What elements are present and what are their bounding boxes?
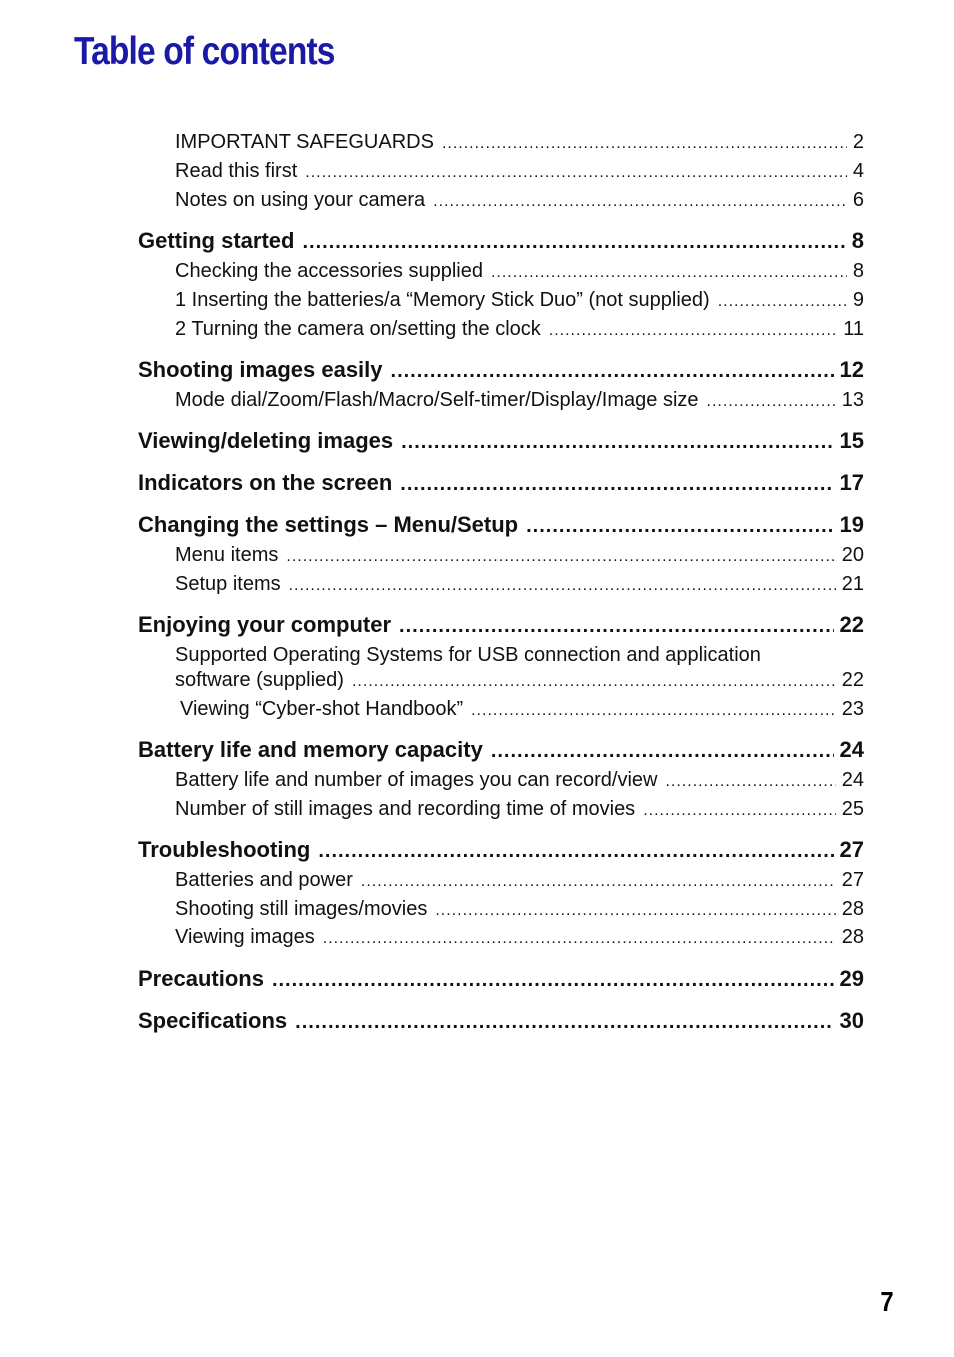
toc-entry-label: Menu items xyxy=(175,544,279,566)
toc-section-label: Precautions xyxy=(138,966,264,991)
toc-entry-label: Batteries and power xyxy=(175,869,353,891)
toc-section-page: 12 xyxy=(839,357,864,382)
toc-entry-label: Setup items xyxy=(175,573,281,595)
toc-entry-label: Number of still images and recording time of movies xyxy=(175,798,636,820)
toc-entry-label: Read this first xyxy=(175,160,298,182)
toc-entry-page: 8 xyxy=(852,260,864,282)
toc-entry-label: Checking the accessories supplied xyxy=(175,260,483,282)
toc-entry-page: 21 xyxy=(841,573,864,595)
dot-leader xyxy=(318,840,833,863)
dot-leader xyxy=(289,577,836,595)
dot-leader xyxy=(295,1011,833,1034)
toc-section-enjoying-computer[interactable] xyxy=(138,612,864,640)
dot-leader xyxy=(491,264,847,282)
toc-entry-shooting-still[interactable] xyxy=(175,898,864,924)
toc-entry-label: Mode dial/Zoom/Flash/Macro/Self-timer/Display/Image size xyxy=(175,389,699,411)
toc-section-label: Getting started xyxy=(138,228,295,253)
toc-section-page: 22 xyxy=(839,612,864,637)
toc-section-viewing-deleting[interactable] xyxy=(138,428,864,456)
toc-section-label: Indicators on the screen xyxy=(138,470,393,495)
toc-section-specifications[interactable] xyxy=(138,1008,864,1036)
toc-section-label: Enjoying your computer xyxy=(138,612,392,637)
dot-leader xyxy=(400,473,833,496)
toc-entry-mode-dial[interactable] xyxy=(175,389,864,415)
dot-leader xyxy=(272,969,834,992)
toc-entry-inserting-batteries[interactable] xyxy=(175,289,864,315)
dot-leader xyxy=(399,615,833,638)
dot-leader xyxy=(361,873,836,891)
toc-entry-page: 28 xyxy=(841,926,864,948)
toc-entry-still-images[interactable] xyxy=(175,798,864,824)
toc-section-troubleshooting[interactable] xyxy=(138,837,864,865)
toc-entry-page: 2 xyxy=(852,131,864,153)
toc-entry-important-safeguards[interactable] xyxy=(175,131,864,157)
toc-section-changing-settings[interactable] xyxy=(138,512,864,540)
toc-section-label: Changing the settings – Menu/Setup xyxy=(138,512,519,537)
dot-leader xyxy=(718,293,847,311)
dot-leader xyxy=(442,135,847,153)
toc-entry-page: 9 xyxy=(852,289,864,311)
toc-entry-supported-os[interactable] xyxy=(175,669,864,695)
dot-leader xyxy=(707,393,836,411)
toc-section-page: 19 xyxy=(839,512,864,537)
toc-entry-accessories[interactable] xyxy=(175,260,864,286)
toc-entry-label: Shooting still images/movies xyxy=(175,898,428,920)
toc-entry-setup-items[interactable] xyxy=(175,573,864,599)
toc-entry-page: 28 xyxy=(841,898,864,920)
dot-leader xyxy=(302,231,845,254)
toc-entry-label: Viewing “Cyber-shot Handbook” xyxy=(180,698,464,720)
toc-entry-battery-images[interactable] xyxy=(175,769,864,795)
dot-leader xyxy=(286,548,835,566)
toc-entry-turning-on[interactable] xyxy=(175,318,864,344)
dot-leader xyxy=(665,773,835,791)
dot-leader xyxy=(643,802,836,820)
toc-section-getting-started[interactable] xyxy=(138,228,864,256)
toc-entry-batteries-power[interactable] xyxy=(175,869,864,895)
dot-leader xyxy=(323,930,836,948)
toc-section-indicators[interactable] xyxy=(138,470,864,498)
toc-entry-menu-items[interactable] xyxy=(175,544,864,570)
toc-entry-viewing-handbook[interactable] xyxy=(180,698,864,724)
toc-entry-page: 27 xyxy=(841,869,864,891)
dot-leader xyxy=(305,164,847,182)
toc-entry-page: 23 xyxy=(841,698,864,720)
toc-section-battery-life[interactable] xyxy=(138,737,864,765)
toc-entry-supported-os-line1[interactable]: Supported Operating Systems for USB connection and application xyxy=(175,644,761,666)
toc-section-page: 24 xyxy=(839,737,864,762)
page-title: Table of contents xyxy=(74,30,335,73)
toc-entry-page: 22 xyxy=(841,669,864,691)
toc-entry-page: 24 xyxy=(841,769,864,791)
toc-section-page: 29 xyxy=(839,966,864,991)
toc-entry-label: Notes on using your camera xyxy=(175,189,426,211)
toc-section-page: 15 xyxy=(839,428,864,453)
dot-leader xyxy=(391,360,834,383)
dot-leader xyxy=(352,673,836,691)
toc-entry-label: 1 Inserting the batteries/a “Memory Stick Duo” (not supplied) xyxy=(175,289,710,311)
dot-leader xyxy=(549,322,837,340)
toc-entry-page: 4 xyxy=(852,160,864,182)
toc-entry-page: 6 xyxy=(852,189,864,211)
toc-entry-notes-camera[interactable] xyxy=(175,189,864,215)
toc-section-label: Specifications xyxy=(138,1008,288,1033)
toc-section-label: Battery life and memory capacity xyxy=(138,737,483,762)
toc-section-precautions[interactable] xyxy=(138,966,864,994)
toc-section-label: Shooting images easily xyxy=(138,357,383,382)
toc-section-page: 17 xyxy=(839,470,864,495)
toc-entry-page: 13 xyxy=(841,389,864,411)
toc-entry-viewing-images[interactable] xyxy=(175,926,864,952)
toc-entry-label: 2 Turning the camera on/setting the clock xyxy=(175,318,541,340)
toc-section-page: 8 xyxy=(851,228,864,253)
dot-leader xyxy=(401,431,833,454)
dot-leader xyxy=(435,902,835,920)
toc-section-label: Viewing/deleting images xyxy=(138,428,394,453)
toc-section-page: 30 xyxy=(839,1008,864,1033)
dot-leader xyxy=(471,702,836,720)
page-number: 7 xyxy=(880,1286,894,1317)
toc-entry-page: 25 xyxy=(841,798,864,820)
toc-entry-label: IMPORTANT SAFEGUARDS xyxy=(175,131,434,153)
toc-section-label: Troubleshooting xyxy=(138,837,311,862)
toc-entry-label: Battery life and number of images you can record/view xyxy=(175,769,658,791)
dot-leader xyxy=(491,740,834,763)
toc-section-shooting-easily[interactable] xyxy=(138,357,864,385)
dot-leader xyxy=(526,515,833,538)
toc-section-page: 27 xyxy=(839,837,864,862)
toc-entry-label: software (supplied) xyxy=(175,669,344,691)
toc-entry-page: 20 xyxy=(841,544,864,566)
toc-entry-read-this-first[interactable] xyxy=(175,160,864,186)
toc-entry-label: Viewing images xyxy=(175,926,315,948)
toc-entry-page: 11 xyxy=(843,318,864,340)
dot-leader xyxy=(433,193,847,211)
